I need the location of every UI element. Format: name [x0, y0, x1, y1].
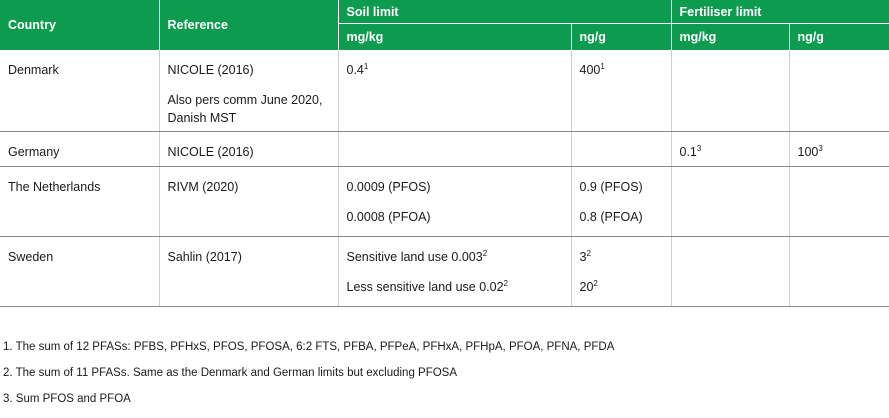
footnote-3: 3. Sum PFOS and PFOA [3, 393, 131, 405]
cell-line [347, 208, 563, 226]
col-header-soil-mgkg: mg/kg [338, 24, 571, 51]
cell-line [347, 278, 563, 296]
cell-fert-ngg [789, 131, 889, 166]
cell-line: NICOLE (2016) [167, 63, 254, 77]
footnote-ref: 2 [586, 248, 591, 258]
table-row [0, 50, 889, 131]
cell-line [347, 61, 563, 79]
footnote-ref: 3 [696, 143, 702, 153]
cell-line [580, 61, 663, 79]
cell-line [580, 178, 663, 196]
cell-line [798, 143, 882, 161]
table-row [0, 236, 889, 306]
cell-fert-mgkg [671, 236, 789, 306]
table-body [0, 50, 889, 306]
cell-value: 0.0008 (PFOA) [346, 209, 431, 224]
cell-line: NICOLE (2016) [167, 144, 254, 159]
footnote-ref: 2 [482, 248, 488, 258]
footnote-2: 2. The sum of 11 PFASs. Same as the Denmark and German limits but excluding PFOSA [3, 367, 458, 379]
cell-soil-mgkg [338, 166, 571, 236]
cell-text: Germany [8, 144, 60, 159]
cell-fert-mgkg [671, 131, 789, 166]
cell-soil-mgkg [338, 131, 571, 166]
cell-soil-mgkg [338, 236, 571, 306]
cell-reference [159, 236, 338, 306]
cell-fert-ngg [789, 50, 889, 131]
cell-line [347, 178, 563, 196]
footnotes [3, 340, 614, 418]
footnote-ref: 2 [503, 278, 508, 288]
cell-value: 3 [579, 249, 587, 264]
cell-value: 0.8 (PFOA) [579, 209, 643, 224]
col-header-soil-limit: Soil limit [338, 0, 671, 24]
footnote-ref: 1 [600, 62, 605, 71]
table-row [0, 131, 889, 166]
col-header-fert-mgkg: mg/kg [671, 24, 789, 51]
cell-line [580, 278, 663, 296]
footnote-ref: 1 [363, 62, 369, 71]
cell-soil-ngg [571, 131, 671, 166]
col-header-soil-ngg: ng/g [571, 24, 671, 51]
cell-fert-mgkg [671, 50, 789, 131]
cell-country [0, 236, 159, 306]
cell-soil-ngg [571, 236, 671, 306]
cell-value: 0.0009 (PFOS) [346, 179, 431, 194]
cell-text: Sweden [8, 249, 54, 264]
col-header-reference: Reference [159, 0, 338, 50]
footnote-ref: 2 [593, 278, 598, 288]
cell-value: Less sensitive land use 0.02 [346, 279, 504, 294]
cell-country [0, 166, 159, 236]
cell-value: 20 [579, 279, 594, 294]
cell-fert-ngg [789, 236, 889, 306]
cell-country [0, 50, 159, 131]
cell-text: Denmark [8, 63, 59, 77]
header-row-1 [0, 0, 889, 24]
cell-value: 0.4 [346, 63, 364, 77]
cell-soil-mgkg [338, 50, 571, 131]
cell-text: The Netherlands [8, 179, 101, 194]
cell-reference [159, 166, 338, 236]
table-row [0, 166, 889, 236]
cell-line: Also pers comm June 2020, Danish MST [167, 93, 323, 125]
cell-line: RIVM (2020) [167, 179, 239, 194]
footnote-ref: 3 [818, 143, 823, 153]
cell-line [680, 143, 781, 161]
cell-reference [159, 131, 338, 166]
cell-value: 0.1 [679, 144, 697, 159]
cell-soil-ngg [571, 166, 671, 236]
cell-value: 100 [797, 144, 819, 159]
col-header-fert-ngg: ng/g [789, 24, 889, 51]
cell-soil-ngg [571, 50, 671, 131]
cell-country [0, 131, 159, 166]
cell-line: Sahlin (2017) [167, 249, 242, 264]
cell-line [347, 248, 563, 266]
cell-line [580, 208, 663, 226]
cell-reference [159, 50, 338, 131]
cell-value: Sensitive land use 0.003 [346, 249, 483, 264]
col-header-fertiliser-limit: Fertiliser limit [671, 0, 889, 24]
footnote-1: 1. The sum of 12 PFASs: PFBS, PFHxS, PFOS, PFOSA, 6:2 FTS, PFBA, PFPeA, PFHxA, PFHpA, PFOA, PFNA, PFDA [3, 341, 615, 353]
cell-line [580, 248, 663, 266]
cell-fert-mgkg [671, 166, 789, 236]
cell-value: 0.9 (PFOS) [579, 179, 643, 194]
cell-value: 400 [579, 63, 601, 77]
cell-fert-ngg [789, 166, 889, 236]
col-header-country: Country [0, 0, 159, 50]
